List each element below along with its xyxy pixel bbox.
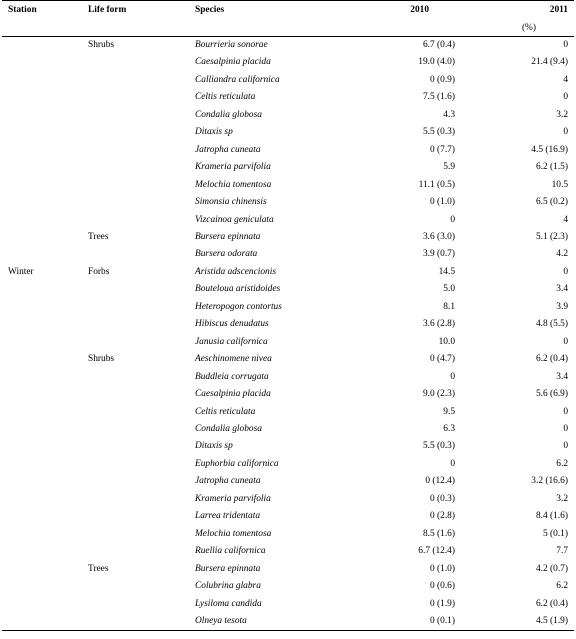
species-cell: Jatropha cuneata <box>195 476 261 487</box>
station-cell <box>2 543 86 560</box>
value-2011-cell: 4 <box>563 74 568 85</box>
table-row <box>2 543 574 560</box>
value-2010-cell: 0 (0.1) <box>326 613 457 631</box>
life-form-cell <box>86 159 185 176</box>
table-body <box>2 37 574 631</box>
value-2010-cell: 0 <box>450 371 455 382</box>
value-2010-cell: 6.7 (12.4) <box>418 546 455 557</box>
species-cell: Buddleia corrugata <box>195 371 269 382</box>
value-2011-cell: 6.2 <box>556 581 568 592</box>
value-2011-cell: 3.9 <box>556 301 568 312</box>
table-row <box>2 159 574 176</box>
species-cell: Caesalpinia placida <box>195 57 271 68</box>
station-cell <box>2 456 86 473</box>
table-row <box>2 508 574 525</box>
table-row <box>2 212 574 229</box>
life-form-cell <box>86 491 185 508</box>
table-row <box>2 561 574 578</box>
life-form-cell <box>86 369 185 386</box>
value-2011-cell: 0 <box>563 127 568 138</box>
species-cover-table <box>2 0 574 631</box>
value-2010-cell: 11.1 (0.5) <box>418 179 455 190</box>
header-station: Station <box>2 1 86 21</box>
value-2010-cell: 5.9 <box>443 162 455 173</box>
table-row <box>2 281 574 298</box>
station-cell <box>2 334 86 351</box>
species-cell: Bursera odorata <box>195 249 258 260</box>
station-cell <box>2 596 86 613</box>
table-row <box>2 124 574 141</box>
station-cell <box>2 386 86 403</box>
table-row <box>2 107 574 124</box>
unit-label: (%) <box>2 20 574 37</box>
header-2010: 2010 <box>326 1 457 21</box>
value-2010-cell: 6.3 <box>443 423 455 434</box>
value-2011-cell: 6.2 (0.4) <box>535 354 568 365</box>
species-cell: Condalia globosa <box>195 423 262 434</box>
table-row <box>2 473 574 490</box>
table-row <box>2 351 574 368</box>
species-cell: Euphorbia californica <box>195 458 279 469</box>
species-cell: Jatropha cuneata <box>195 144 261 155</box>
species-cell: Krameria parvifolia <box>195 162 271 173</box>
value-2011-cell: 5.6 (6.9) <box>535 389 568 400</box>
value-2011-cell: 3.2 <box>556 109 568 120</box>
species-cell: Janusia californica <box>195 336 268 347</box>
table-row <box>2 421 574 438</box>
life-form-cell <box>86 107 185 124</box>
value-2011-cell: 4.5 (16.9) <box>531 144 568 155</box>
value-2010-cell: 9.0 (2.3) <box>422 389 455 400</box>
station-cell: Winter <box>8 266 34 277</box>
species-cell: Lysiloma candida <box>195 598 262 609</box>
station-cell <box>2 526 86 543</box>
station-cell <box>2 491 86 508</box>
species-cell: Colubrina glabra <box>195 581 261 592</box>
station-cell <box>2 124 86 141</box>
table-row <box>2 54 574 71</box>
station-cell <box>2 281 86 298</box>
life-form-cell <box>86 281 185 298</box>
value-2010-cell: 4.3 <box>443 109 455 120</box>
station-cell <box>2 438 86 455</box>
value-2011-cell: 4.8 (5.5) <box>535 319 568 330</box>
value-2011-cell: 6.2 (1.5) <box>535 162 568 173</box>
value-2010-cell: 5.5 (0.3) <box>422 441 455 452</box>
station-cell <box>2 613 86 631</box>
value-2011-cell: 4.2 (0.7) <box>535 563 568 574</box>
life-form-cell <box>86 177 185 194</box>
value-2011-cell: 4.5 (1.9) <box>457 613 574 631</box>
table-row <box>2 369 574 386</box>
value-2010-cell: 14.5 <box>438 266 455 277</box>
table-row <box>2 438 574 455</box>
table-row <box>2 142 574 159</box>
species-cell: Condalia globosa <box>195 109 262 120</box>
station-cell <box>2 72 86 89</box>
value-2010-cell: 0 (0.3) <box>430 493 455 504</box>
station-cell <box>2 561 86 578</box>
value-2011-cell: 4 <box>563 214 568 225</box>
life-form-cell <box>86 613 185 631</box>
species-cell: Aeschinomene nivea <box>195 354 272 365</box>
table-row <box>2 299 574 316</box>
species-cell: Simonsia chinensis <box>195 197 267 208</box>
table-row <box>2 491 574 508</box>
station-cell <box>2 194 86 211</box>
species-cell: Celtis reticulata <box>195 406 256 417</box>
value-2010-cell: 5.0 <box>443 284 455 295</box>
station-cell <box>2 369 86 386</box>
life-form-cell: Forbs <box>88 266 110 277</box>
station-cell <box>2 54 86 71</box>
value-2010-cell: 19.0 (4.0) <box>418 57 455 68</box>
station-cell <box>2 473 86 490</box>
life-form-cell <box>86 72 185 89</box>
value-2011-cell: 7.7 <box>556 546 568 557</box>
species-cell: Celtis reticulata <box>195 92 256 103</box>
value-2010-cell: 0 (1.0) <box>430 197 455 208</box>
table-row <box>2 316 574 333</box>
species-cell: Ditaxis sp <box>195 127 233 138</box>
life-form-cell <box>86 194 185 211</box>
header-life-form: Life form <box>86 1 185 21</box>
table-row <box>2 264 574 281</box>
value-2010-cell: 3.9 (0.7) <box>422 249 455 260</box>
station-cell <box>2 89 86 106</box>
life-form-cell <box>86 526 185 543</box>
species-cell: Calliandra californica <box>195 74 280 85</box>
value-2010-cell: 0 (0.6) <box>430 581 455 592</box>
value-2010-cell: 0 (4.7) <box>430 354 455 365</box>
value-2011-cell: 5.1 (2.3) <box>535 231 568 242</box>
value-2010-cell: 9.5 <box>443 406 455 417</box>
life-form-cell <box>86 89 185 106</box>
station-cell <box>2 142 86 159</box>
life-form-cell <box>86 456 185 473</box>
value-2010-cell: 0 (2.8) <box>430 511 455 522</box>
value-2010-cell: 8.1 <box>443 301 455 312</box>
value-2010-cell: 8.5 (1.6) <box>422 528 455 539</box>
table-row <box>2 526 574 543</box>
value-2011-cell: 3.2 <box>556 493 568 504</box>
value-2011-cell: 0 <box>563 92 568 103</box>
value-2011-cell: 3.4 <box>556 284 568 295</box>
species-cell: Melochia tomentosa <box>195 179 272 190</box>
value-2011-cell: 0 <box>563 441 568 452</box>
table-row <box>2 72 574 89</box>
table-row <box>2 229 574 246</box>
life-form-cell <box>86 578 185 595</box>
species-cell: Vizcainoa geniculata <box>195 214 274 225</box>
value-2011-cell: 6.2 (0.4) <box>535 598 568 609</box>
life-form-cell: Shrubs <box>88 40 115 50</box>
value-2011-cell: 21.4 (9.4) <box>531 57 568 68</box>
station-cell <box>2 299 86 316</box>
species-cell: Melochia tomentosa <box>195 528 272 539</box>
station-cell <box>2 404 86 421</box>
species-cell: Bursera epinnata <box>195 231 261 242</box>
table-row <box>2 456 574 473</box>
life-form-cell <box>86 212 185 229</box>
value-2010-cell: 10.0 <box>438 336 455 347</box>
table-row <box>2 613 574 631</box>
table-row <box>2 596 574 613</box>
value-2010-cell: 0 (0.9) <box>430 74 455 85</box>
table-row <box>2 404 574 421</box>
header-species: Species <box>185 1 326 21</box>
life-form-cell <box>86 404 185 421</box>
station-cell <box>2 159 86 176</box>
value-2010-cell: 0 (12.4) <box>425 476 455 487</box>
station-cell <box>2 177 86 194</box>
life-form-cell <box>86 421 185 438</box>
table-row <box>2 177 574 194</box>
station-cell <box>2 351 86 368</box>
value-2011-cell: 3.4 <box>556 371 568 382</box>
value-2011-cell: 6.5 (0.2) <box>535 197 568 208</box>
life-form-cell <box>86 299 185 316</box>
life-form-cell <box>86 316 185 333</box>
value-2010-cell: 0 (7.7) <box>430 144 455 155</box>
species-cell: Hibiscus denudatus <box>195 319 269 330</box>
species-cell: Ditaxis sp <box>195 441 233 452</box>
value-2010-cell: 0 <box>450 214 455 225</box>
station-cell <box>2 508 86 525</box>
life-form-cell <box>86 596 185 613</box>
life-form-cell <box>86 246 185 263</box>
value-2011-cell: 0 <box>563 423 568 434</box>
station-cell <box>2 37 86 55</box>
species-cell: Bouteloua aristidoides <box>195 284 281 295</box>
life-form-cell <box>86 124 185 141</box>
value-2010-cell: 0 <box>450 458 455 469</box>
life-form-cell <box>86 543 185 560</box>
station-cell <box>2 107 86 124</box>
station-cell <box>2 421 86 438</box>
species-cell: Larrea tridentata <box>195 511 261 522</box>
value-2011-cell: 0 <box>563 336 568 347</box>
life-form-cell <box>86 508 185 525</box>
value-2011-cell: 5 (0.1) <box>543 528 568 539</box>
table-row <box>2 334 574 351</box>
station-cell <box>2 212 86 229</box>
station-cell <box>2 316 86 333</box>
value-2011-cell: 8.4 (1.6) <box>535 511 568 522</box>
station-cell <box>2 229 86 246</box>
life-form-cell <box>86 473 185 490</box>
value-2010-cell: 5.5 (0.3) <box>422 127 455 138</box>
species-cell: Caesalpinia placida <box>195 389 271 400</box>
value-2010-cell: 3.6 (2.8) <box>422 319 455 330</box>
table-row <box>2 89 574 106</box>
species-cell: Heteropogon contortus <box>195 301 282 312</box>
life-form-cell <box>86 54 185 71</box>
species-cell: Krameria parvifolia <box>195 493 271 504</box>
value-2011-cell: 0 <box>563 406 568 417</box>
species-cell: Aristida adscencionis <box>195 266 276 277</box>
value-2010-cell: 7.5 (1.6) <box>422 92 455 103</box>
value-2011-cell: 0 <box>563 40 568 50</box>
value-2011-cell: 3.2 (16.6) <box>531 476 568 487</box>
life-form-cell <box>86 438 185 455</box>
species-cell: Bourrieria sonorae <box>195 40 268 50</box>
header-row <box>2 1 574 21</box>
value-2010-cell: 6.7 (0.4) <box>422 40 455 50</box>
value-2011-cell: 4.2 <box>556 249 568 260</box>
value-2010-cell: 3.6 (3.0) <box>422 231 455 242</box>
life-form-cell <box>86 142 185 159</box>
table-row <box>2 578 574 595</box>
table-row <box>2 386 574 403</box>
value-2011-cell: 6.2 <box>556 458 568 469</box>
unit-row <box>2 20 574 37</box>
value-2011-cell: 10.5 <box>551 179 568 190</box>
table-row <box>2 194 574 211</box>
value-2011-cell: 0 <box>563 266 568 277</box>
life-form-cell: Trees <box>88 231 109 242</box>
species-cell: Ruellia californica <box>195 546 266 557</box>
life-form-cell <box>86 386 185 403</box>
value-2010-cell: 0 (1.0) <box>430 563 455 574</box>
life-form-cell: Shrubs <box>88 354 115 365</box>
header-2011: 2011 <box>457 1 574 21</box>
species-cell: Bursera epinnata <box>195 563 261 574</box>
value-2010-cell: 0 (1.9) <box>430 598 455 609</box>
species-cell: Olneya tesota <box>185 613 326 631</box>
table-row <box>2 246 574 263</box>
station-cell <box>2 578 86 595</box>
station-cell <box>2 246 86 263</box>
life-form-cell: Trees <box>88 563 109 574</box>
table-row <box>2 37 574 55</box>
life-form-cell <box>86 334 185 351</box>
